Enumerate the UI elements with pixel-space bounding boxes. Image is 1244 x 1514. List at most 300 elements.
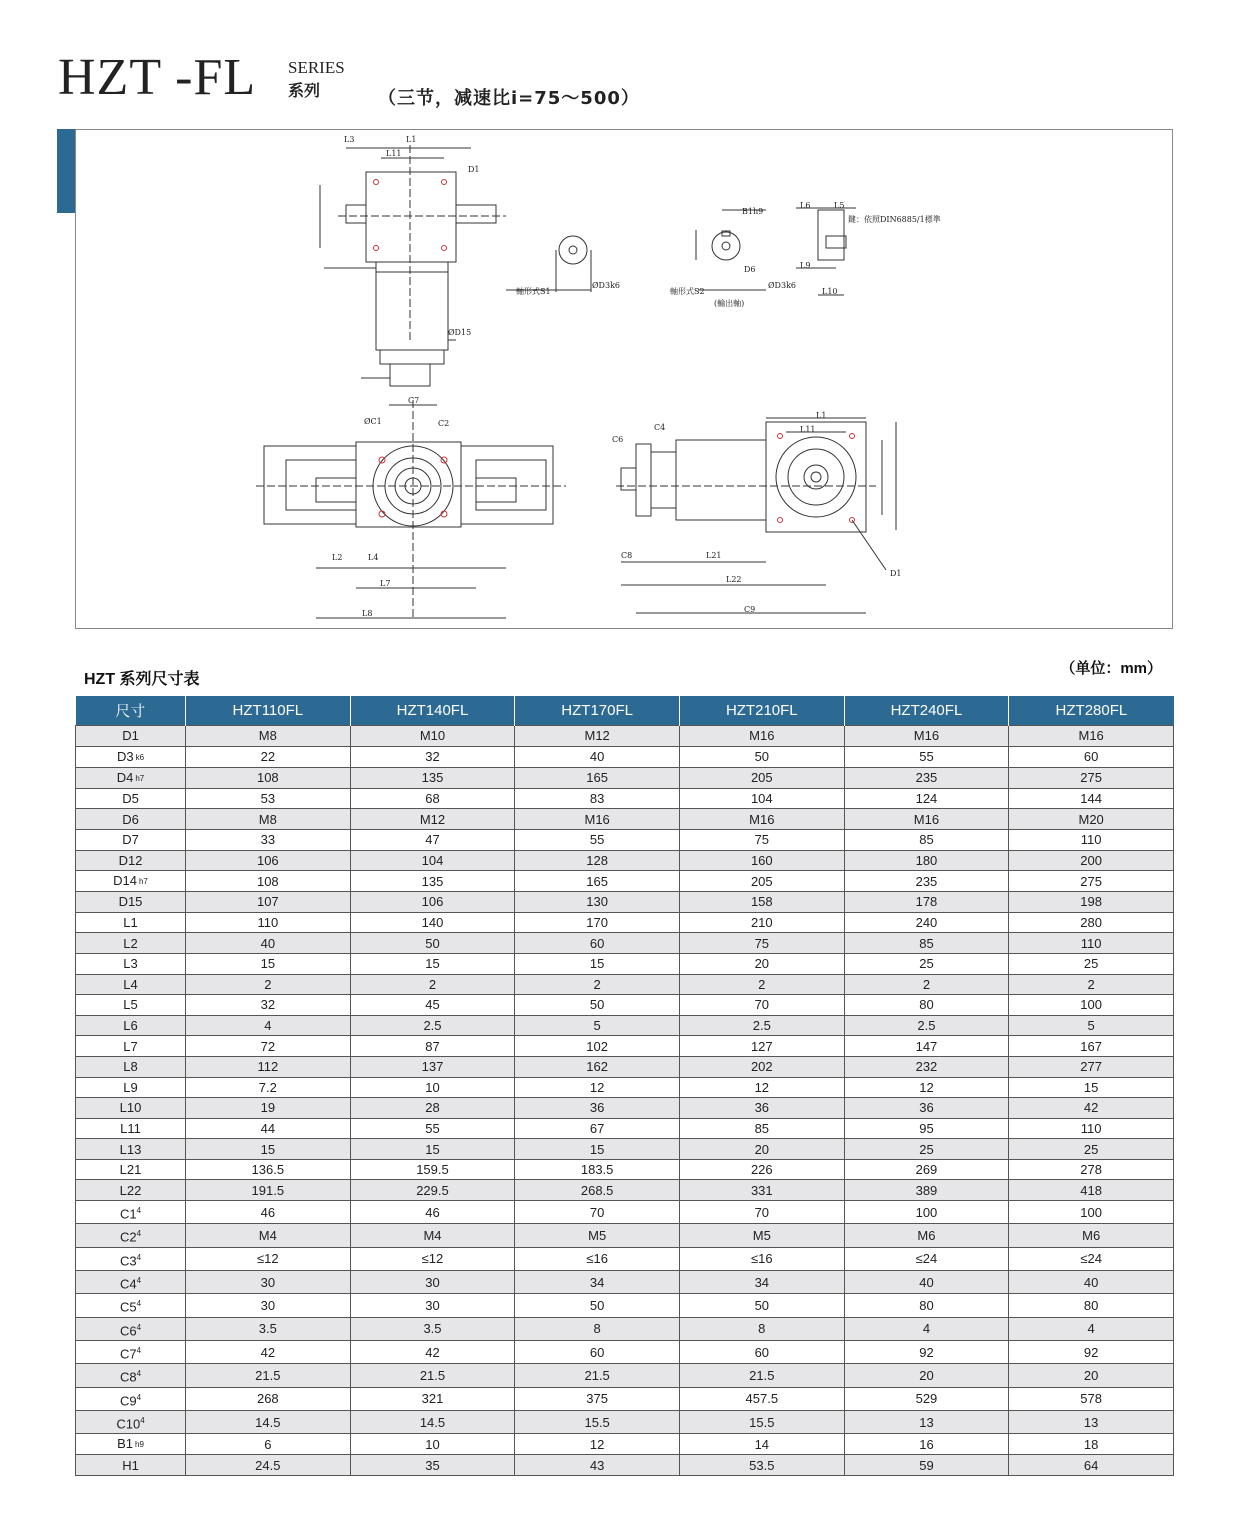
value-cell: 64 — [1009, 1455, 1174, 1476]
dim-label-C8: C8 — [621, 551, 633, 560]
value-cell: 110 — [1009, 933, 1174, 954]
value-cell: 70 — [679, 995, 844, 1016]
technical-drawing — [75, 129, 1173, 629]
value-cell: 321 — [350, 1387, 515, 1410]
value-cell: 50 — [515, 1294, 680, 1317]
value-cell: 15 — [1009, 1077, 1174, 1098]
dimension-name-cell: $C2^4$ — [76, 1224, 186, 1247]
dim-label-L10: L10 — [822, 287, 838, 296]
front-view-housing — [356, 442, 461, 527]
value-cell: 21.5 — [515, 1364, 680, 1387]
value-cell: 180 — [844, 850, 1009, 871]
value-cell: 275 — [1009, 767, 1174, 788]
value-cell: 269 — [844, 1159, 1009, 1180]
value-cell: 60 — [515, 933, 680, 954]
value-cell: 55 — [844, 746, 1009, 767]
drawing-canvas — [76, 130, 1174, 630]
table-row — [76, 1180, 1174, 1201]
table-row — [76, 1015, 1174, 1036]
header-model: HZT110FL — [186, 696, 351, 726]
table-row — [76, 953, 1174, 974]
dim-label-C9: C9 — [744, 605, 756, 614]
dim-label-L5: L5 — [834, 201, 845, 210]
value-cell: 15 — [186, 953, 351, 974]
value-cell: M5 — [515, 1224, 680, 1247]
value-cell: M16 — [679, 809, 844, 830]
value-cell: 55 — [350, 1118, 515, 1139]
value-cell: 80 — [1009, 1294, 1174, 1317]
dimension-name-cell: H1 — [76, 1455, 186, 1476]
value-cell: 24.5 — [186, 1455, 351, 1476]
value-cell: M10 — [350, 726, 515, 747]
value-cell: 100 — [1009, 1201, 1174, 1224]
label-shaft-S1: 軸形式S1 — [516, 287, 551, 296]
value-cell: 104 — [679, 788, 844, 809]
dimension-name-cell: D15 — [76, 892, 186, 913]
dimension-name-cell: D5 — [76, 788, 186, 809]
dimension-name-cell: L4 — [76, 974, 186, 995]
table-row — [76, 788, 1174, 809]
value-cell: 34 — [679, 1271, 844, 1294]
value-cell: 232 — [844, 1056, 1009, 1077]
ratio-subtitle: （三节，减速比i=75～500） — [378, 88, 640, 109]
value-cell: 2 — [350, 974, 515, 995]
dim-label-C7: C7 — [408, 396, 420, 405]
value-cell: 124 — [844, 788, 1009, 809]
dimension-name-cell: L10 — [76, 1098, 186, 1119]
value-cell: 33 — [186, 829, 351, 850]
value-cell: M4 — [186, 1224, 351, 1247]
value-cell: 5 — [515, 1015, 680, 1036]
value-cell: M6 — [844, 1224, 1009, 1247]
value-cell: 578 — [1009, 1387, 1174, 1410]
value-cell: 2 — [1009, 974, 1174, 995]
value-cell: 36 — [679, 1098, 844, 1119]
value-cell: 205 — [679, 767, 844, 788]
value-cell: 2 — [515, 974, 680, 995]
value-cell: 2 — [844, 974, 1009, 995]
table-row — [76, 1317, 1174, 1340]
value-cell: 147 — [844, 1036, 1009, 1057]
dim-label-L8: L8 — [362, 609, 373, 618]
value-cell: ≤24 — [1009, 1247, 1174, 1270]
value-cell: 75 — [679, 829, 844, 850]
value-cell: 8 — [679, 1317, 844, 1340]
value-cell: 50 — [515, 995, 680, 1016]
value-cell: M6 — [1009, 1224, 1174, 1247]
value-cell: 6 — [186, 1434, 351, 1455]
value-cell: 7.2 — [186, 1077, 351, 1098]
dimension-name-cell: D1 — [76, 726, 186, 747]
value-cell: 529 — [844, 1387, 1009, 1410]
dimension-name-cell: L3 — [76, 953, 186, 974]
series-label-cn: 系列 — [288, 81, 321, 100]
table-row — [76, 933, 1174, 954]
value-cell: 205 — [679, 871, 844, 892]
value-cell: 15 — [350, 953, 515, 974]
table-row — [76, 809, 1174, 830]
table-row — [76, 1098, 1174, 1119]
value-cell: 15 — [515, 1139, 680, 1160]
value-cell: 15 — [515, 953, 680, 974]
value-cell: 137 — [350, 1056, 515, 1077]
dim-label-D15: ØD15 — [448, 328, 472, 337]
dim-label-L2: L2 — [332, 553, 343, 562]
dim-label-C1: ØC1 — [364, 417, 382, 426]
value-cell: 418 — [1009, 1180, 1174, 1201]
value-cell: 229.5 — [350, 1180, 515, 1201]
value-cell: 19 — [186, 1098, 351, 1119]
table-row — [76, 1139, 1174, 1160]
value-cell: 268.5 — [515, 1180, 680, 1201]
value-cell: 110 — [1009, 1118, 1174, 1139]
value-cell: 112 — [186, 1056, 351, 1077]
value-cell: 457.5 — [679, 1387, 844, 1410]
table-row — [76, 1271, 1174, 1294]
unit-label: （单位：mm） — [1060, 660, 1162, 677]
table-row — [76, 1201, 1174, 1224]
dim-label-L9: L9 — [800, 261, 811, 270]
dim-label-L1-side: L1 — [816, 411, 827, 420]
value-cell: 4 — [1009, 1317, 1174, 1340]
table-row — [76, 1056, 1174, 1077]
dimension-name-cell: L13 — [76, 1139, 186, 1160]
value-cell: 72 — [186, 1036, 351, 1057]
value-cell: M12 — [350, 809, 515, 830]
value-cell: 30 — [186, 1271, 351, 1294]
value-cell: 135 — [350, 767, 515, 788]
table-row — [76, 1411, 1174, 1434]
value-cell: 36 — [515, 1098, 680, 1119]
dimension-name-cell: L9 — [76, 1077, 186, 1098]
value-cell: 159.5 — [350, 1159, 515, 1180]
value-cell: M8 — [186, 726, 351, 747]
value-cell: 21.5 — [679, 1364, 844, 1387]
value-cell: 53 — [186, 788, 351, 809]
value-cell: 30 — [186, 1294, 351, 1317]
value-cell: 85 — [844, 933, 1009, 954]
value-cell: 128 — [515, 850, 680, 871]
table-row — [76, 1341, 1174, 1364]
value-cell: 389 — [844, 1180, 1009, 1201]
value-cell: 235 — [844, 767, 1009, 788]
value-cell: 14.5 — [186, 1411, 351, 1434]
value-cell: 67 — [515, 1118, 680, 1139]
value-cell: 80 — [844, 995, 1009, 1016]
value-cell: 158 — [679, 892, 844, 913]
value-cell: 12 — [515, 1077, 680, 1098]
top-view-housing — [366, 172, 456, 262]
value-cell: 92 — [1009, 1341, 1174, 1364]
value-cell: 35 — [350, 1455, 515, 1476]
value-cell: 21.5 — [186, 1364, 351, 1387]
value-cell: 70 — [679, 1201, 844, 1224]
table-row — [76, 1364, 1174, 1387]
dimension-name-cell: $C8^4$ — [76, 1364, 186, 1387]
value-cell: 12 — [844, 1077, 1009, 1098]
dim-label-L22: L22 — [726, 575, 742, 584]
dimension-name-cell: L22 — [76, 1180, 186, 1201]
table-row — [76, 746, 1174, 767]
dimension-name-cell: D6 — [76, 809, 186, 830]
value-cell: 15 — [350, 1139, 515, 1160]
value-cell: 92 — [844, 1341, 1009, 1364]
value-cell: 40 — [844, 1271, 1009, 1294]
value-cell: 240 — [844, 912, 1009, 933]
table-row — [76, 1118, 1174, 1139]
value-cell: 210 — [679, 912, 844, 933]
value-cell: 50 — [679, 1294, 844, 1317]
value-cell: 53.5 — [679, 1455, 844, 1476]
header-model: HZT240FL — [844, 696, 1009, 726]
value-cell: 13 — [844, 1411, 1009, 1434]
table-row — [76, 767, 1174, 788]
value-cell: 68 — [350, 788, 515, 809]
value-cell: 280 — [1009, 912, 1174, 933]
value-cell: 108 — [186, 871, 351, 892]
value-cell: 15.5 — [679, 1411, 844, 1434]
value-cell: 42 — [350, 1341, 515, 1364]
table-row — [76, 829, 1174, 850]
table-row — [76, 1036, 1174, 1057]
dim-label-C2: C2 — [438, 419, 450, 428]
value-cell: 135 — [350, 871, 515, 892]
value-cell: 8 — [515, 1317, 680, 1340]
dim-label-L21: L21 — [706, 551, 722, 560]
table-row — [76, 726, 1174, 747]
table-row — [76, 1387, 1174, 1410]
value-cell: 278 — [1009, 1159, 1174, 1180]
value-cell: ≤12 — [350, 1247, 515, 1270]
value-cell: 12 — [679, 1077, 844, 1098]
value-cell: 10 — [350, 1434, 515, 1455]
value-cell: 107 — [186, 892, 351, 913]
value-cell: 75 — [679, 933, 844, 954]
section-accent-tab — [57, 129, 75, 213]
value-cell: 42 — [1009, 1098, 1174, 1119]
value-cell: 375 — [515, 1387, 680, 1410]
dim-label-L1: L1 — [406, 135, 417, 144]
header-dimension: 尺寸 — [76, 696, 186, 726]
value-cell: M8 — [186, 809, 351, 830]
label-shaft-S2: 軸形式S2 — [670, 287, 705, 296]
value-cell: 14.5 — [350, 1411, 515, 1434]
dim-label-L6: L6 — [800, 201, 811, 210]
table-row — [76, 974, 1174, 995]
value-cell: M5 — [679, 1224, 844, 1247]
dimension-name-cell: D4 h7 — [76, 767, 186, 788]
value-cell: M4 — [350, 1224, 515, 1247]
table-row — [76, 871, 1174, 892]
value-cell: 4 — [844, 1317, 1009, 1340]
value-cell: M12 — [515, 726, 680, 747]
value-cell: 25 — [844, 953, 1009, 974]
dimension-name-cell: $C10^4$ — [76, 1411, 186, 1434]
value-cell: 200 — [1009, 850, 1174, 871]
value-cell: 22 — [186, 746, 351, 767]
value-cell: 2.5 — [679, 1015, 844, 1036]
value-cell: 167 — [1009, 1036, 1174, 1057]
table-row — [76, 892, 1174, 913]
value-cell: 20 — [1009, 1364, 1174, 1387]
value-cell: M16 — [844, 809, 1009, 830]
value-cell: 110 — [1009, 829, 1174, 850]
value-cell: 20 — [679, 1139, 844, 1160]
value-cell: 110 — [186, 912, 351, 933]
value-cell: 34 — [515, 1271, 680, 1294]
dimension-name-cell: D7 — [76, 829, 186, 850]
value-cell: 102 — [515, 1036, 680, 1057]
value-cell: ≤24 — [844, 1247, 1009, 1270]
value-cell: 127 — [679, 1036, 844, 1057]
table-title: HZT 系列尺寸表 — [84, 671, 200, 688]
value-cell: ≤16 — [515, 1247, 680, 1270]
value-cell: 104 — [350, 850, 515, 871]
dimension-name-cell: L7 — [76, 1036, 186, 1057]
dimension-table — [75, 696, 1174, 1476]
value-cell: 36 — [844, 1098, 1009, 1119]
dim-label-B1: B1h9 — [742, 207, 764, 216]
value-cell: 100 — [844, 1201, 1009, 1224]
value-cell: 235 — [844, 871, 1009, 892]
table-row — [76, 1224, 1174, 1247]
value-cell: 60 — [515, 1341, 680, 1364]
dim-label-L3: L3 — [344, 135, 355, 144]
value-cell: 165 — [515, 871, 680, 892]
value-cell: 140 — [350, 912, 515, 933]
value-cell: 2.5 — [844, 1015, 1009, 1036]
value-cell: ≤12 — [186, 1247, 351, 1270]
table-row — [76, 1077, 1174, 1098]
dim-label-L7: L7 — [380, 579, 391, 588]
table-row — [76, 1434, 1174, 1455]
dim-label-L11: L11 — [386, 149, 402, 158]
value-cell: 87 — [350, 1036, 515, 1057]
top-view-motor-stage — [376, 272, 448, 350]
table-row — [76, 1455, 1174, 1476]
value-cell: 4 — [186, 1015, 351, 1036]
value-cell: 5 — [1009, 1015, 1174, 1036]
value-cell: 45 — [350, 995, 515, 1016]
dimension-name-cell: $C1^4$ — [76, 1201, 186, 1224]
value-cell: 108 — [186, 767, 351, 788]
dimension-name-cell: $C3^4$ — [76, 1247, 186, 1270]
value-cell: 10 — [350, 1077, 515, 1098]
value-cell: 85 — [844, 829, 1009, 850]
dimension-name-cell: L11 — [76, 1118, 186, 1139]
value-cell: 165 — [515, 767, 680, 788]
dim-label-L11-side: L11 — [800, 425, 816, 434]
value-cell: 331 — [679, 1180, 844, 1201]
table-row — [76, 1159, 1174, 1180]
value-cell: 13 — [1009, 1411, 1174, 1434]
value-cell: 95 — [844, 1118, 1009, 1139]
dim-label-C6: C6 — [612, 435, 624, 444]
value-cell: 3.5 — [350, 1317, 515, 1340]
value-cell: 16 — [844, 1434, 1009, 1455]
value-cell: 50 — [350, 933, 515, 954]
value-cell: 43 — [515, 1455, 680, 1476]
value-cell: 2 — [679, 974, 844, 995]
value-cell: 55 — [515, 829, 680, 850]
value-cell: M16 — [844, 726, 1009, 747]
value-cell: 20 — [679, 953, 844, 974]
value-cell: M16 — [515, 809, 680, 830]
value-cell: 32 — [186, 995, 351, 1016]
value-cell: 2 — [186, 974, 351, 995]
value-cell: M16 — [1009, 726, 1174, 747]
dim-label-D1-side: D1 — [890, 569, 902, 578]
value-cell: 178 — [844, 892, 1009, 913]
value-cell: 170 — [515, 912, 680, 933]
value-cell: 40 — [186, 933, 351, 954]
dim-label-L4: L4 — [368, 553, 379, 562]
value-cell: 21.5 — [350, 1364, 515, 1387]
value-cell: M16 — [679, 726, 844, 747]
dimension-name-cell: $C7^4$ — [76, 1341, 186, 1364]
label-output-shaft: (輸出軸) — [714, 299, 745, 308]
value-cell: 40 — [1009, 1271, 1174, 1294]
dimension-name-cell: L2 — [76, 933, 186, 954]
value-cell: 100 — [1009, 995, 1174, 1016]
value-cell: 202 — [679, 1056, 844, 1077]
value-cell: 30 — [350, 1294, 515, 1317]
dimension-name-cell: B1 h9 — [76, 1434, 186, 1455]
value-cell: 162 — [515, 1056, 680, 1077]
key-standard-note: 鍵：依照DIN6885/1標準 — [848, 215, 941, 224]
value-cell: 198 — [1009, 892, 1174, 913]
value-cell: 46 — [186, 1201, 351, 1224]
value-cell: 40 — [515, 746, 680, 767]
dimension-name-cell: L6 — [76, 1015, 186, 1036]
dimension-name-cell: L8 — [76, 1056, 186, 1077]
value-cell: 2.5 — [350, 1015, 515, 1036]
table-row — [76, 1247, 1174, 1270]
side-view-motor-stage — [676, 440, 766, 520]
value-cell: 70 — [515, 1201, 680, 1224]
value-cell: 18 — [1009, 1434, 1174, 1455]
dimension-name-cell: D14 h7 — [76, 871, 186, 892]
value-cell: ≤16 — [679, 1247, 844, 1270]
value-cell: 130 — [515, 892, 680, 913]
dim-label-C4: C4 — [654, 423, 666, 432]
dimension-name-cell: $C6^4$ — [76, 1317, 186, 1340]
header-model: HZT170FL — [515, 696, 680, 726]
value-cell: 47 — [350, 829, 515, 850]
value-cell: 136.5 — [186, 1159, 351, 1180]
value-cell: 15 — [186, 1139, 351, 1160]
dim-label-D3-S1: ØD3k6 — [592, 281, 620, 290]
value-cell: 191.5 — [186, 1180, 351, 1201]
value-cell: 277 — [1009, 1056, 1174, 1077]
value-cell: 59 — [844, 1455, 1009, 1476]
header-model: HZT210FL — [679, 696, 844, 726]
dimension-name-cell: L21 — [76, 1159, 186, 1180]
dimension-name-cell: D12 — [76, 850, 186, 871]
value-cell: 60 — [1009, 746, 1174, 767]
header-model: HZT140FL — [350, 696, 515, 726]
table-row — [76, 995, 1174, 1016]
table-row — [76, 1294, 1174, 1317]
page-title: HZT -FL — [58, 49, 257, 106]
table-row — [76, 912, 1174, 933]
value-cell: 3.5 — [186, 1317, 351, 1340]
value-cell: 25 — [844, 1139, 1009, 1160]
value-cell: 14 — [679, 1434, 844, 1455]
value-cell: 106 — [186, 850, 351, 871]
dimension-name-cell: L5 — [76, 995, 186, 1016]
value-cell: 183.5 — [515, 1159, 680, 1180]
